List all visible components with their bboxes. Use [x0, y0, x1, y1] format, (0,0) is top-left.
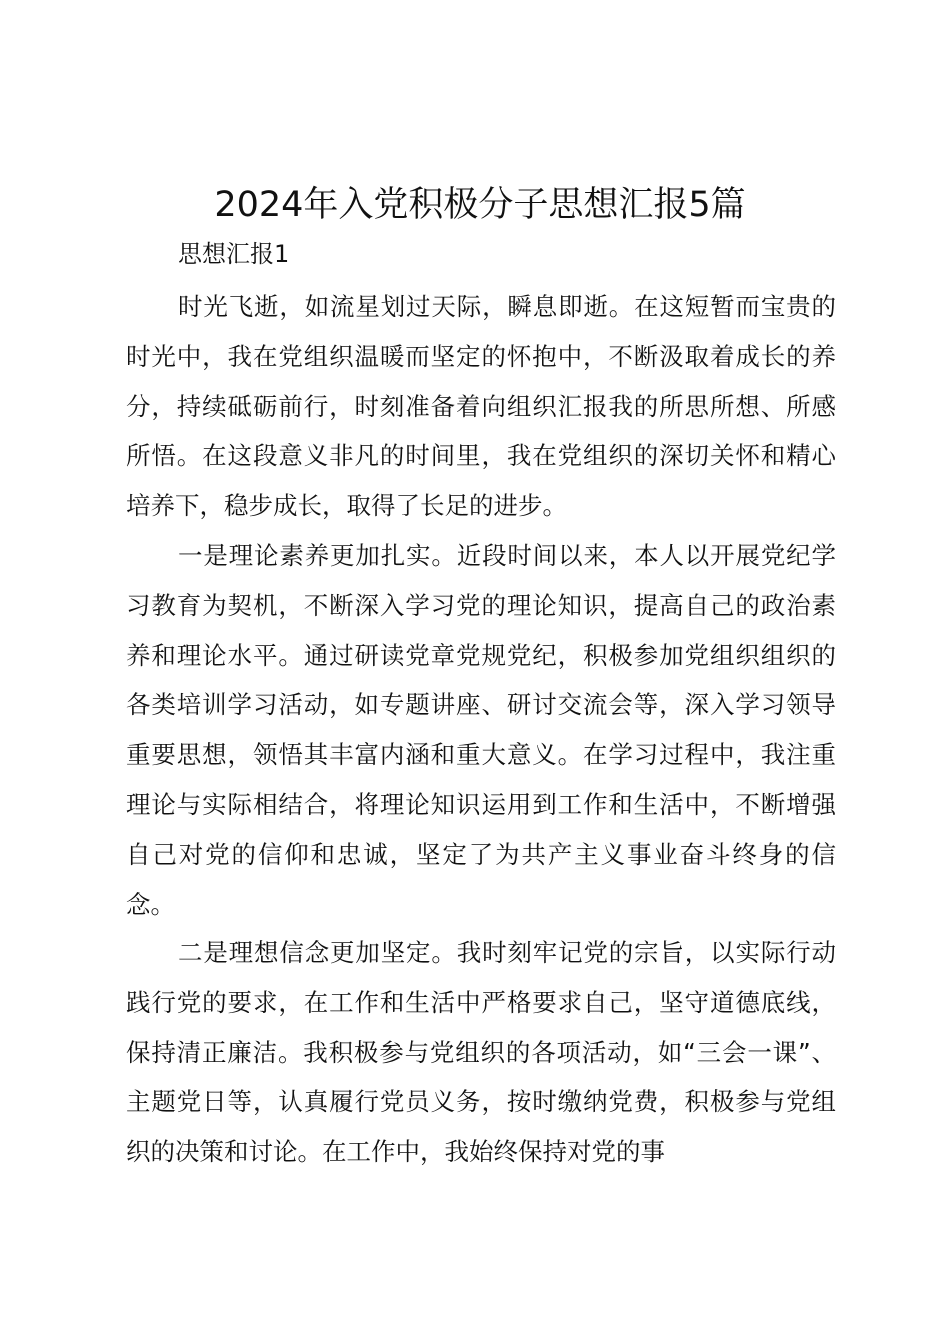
document-title: 2024年入党积极分子思想汇报5篇	[214, 185, 746, 225]
section-heading: 思想汇报1	[178, 240, 290, 268]
paragraph-2: 一是理论素养更加扎实。近段时间以来，本人以开展党纪学习教育为契机，不断深入学习党的理论知识，提高自己的政治素养和理论水平。通过研读党章党规党纪，积极参加党组织组织的各类培训学习活动，如专题讲座、研讨交流会等，深入学习领导重要思想，领悟其丰富内涵和重大意义。在学习过程中，我注重理论与实际相结合，将理论知识运用到工作和生活中，不断增强自己对党的信仰和忠诚，坚定了为共产主义事业奋斗终身的信念。	[126, 541, 836, 919]
paragraph-3: 二是理想信念更加坚定。我时刻牢记党的宗旨，以实际行动践行党的要求，在工作和生活中严格要求自己，坚守道德底线，保持清正廉洁。我积极参与党组织的各项活动，如“三会一课”、主题党日等，认真履行党员义务，按时缴纳党费，积极参与党组织的决策和讨论。在工作中，我始终保持对党的事	[126, 938, 836, 1167]
paragraph-1: 时光飞逝，如流星划过天际，瞬息即逝。在这短暂而宝贵的时光中，我在党组织温暖而坚定的怀抱中，不断汲取着成长的养分，持续砥砺前行，时刻准备着向组织汇报我的所思所想、所感所悟。在这段意义非凡的时间里，我在党组织的深切关怀和精心培养下，稳步成长，取得了长足的进步。	[126, 292, 836, 521]
